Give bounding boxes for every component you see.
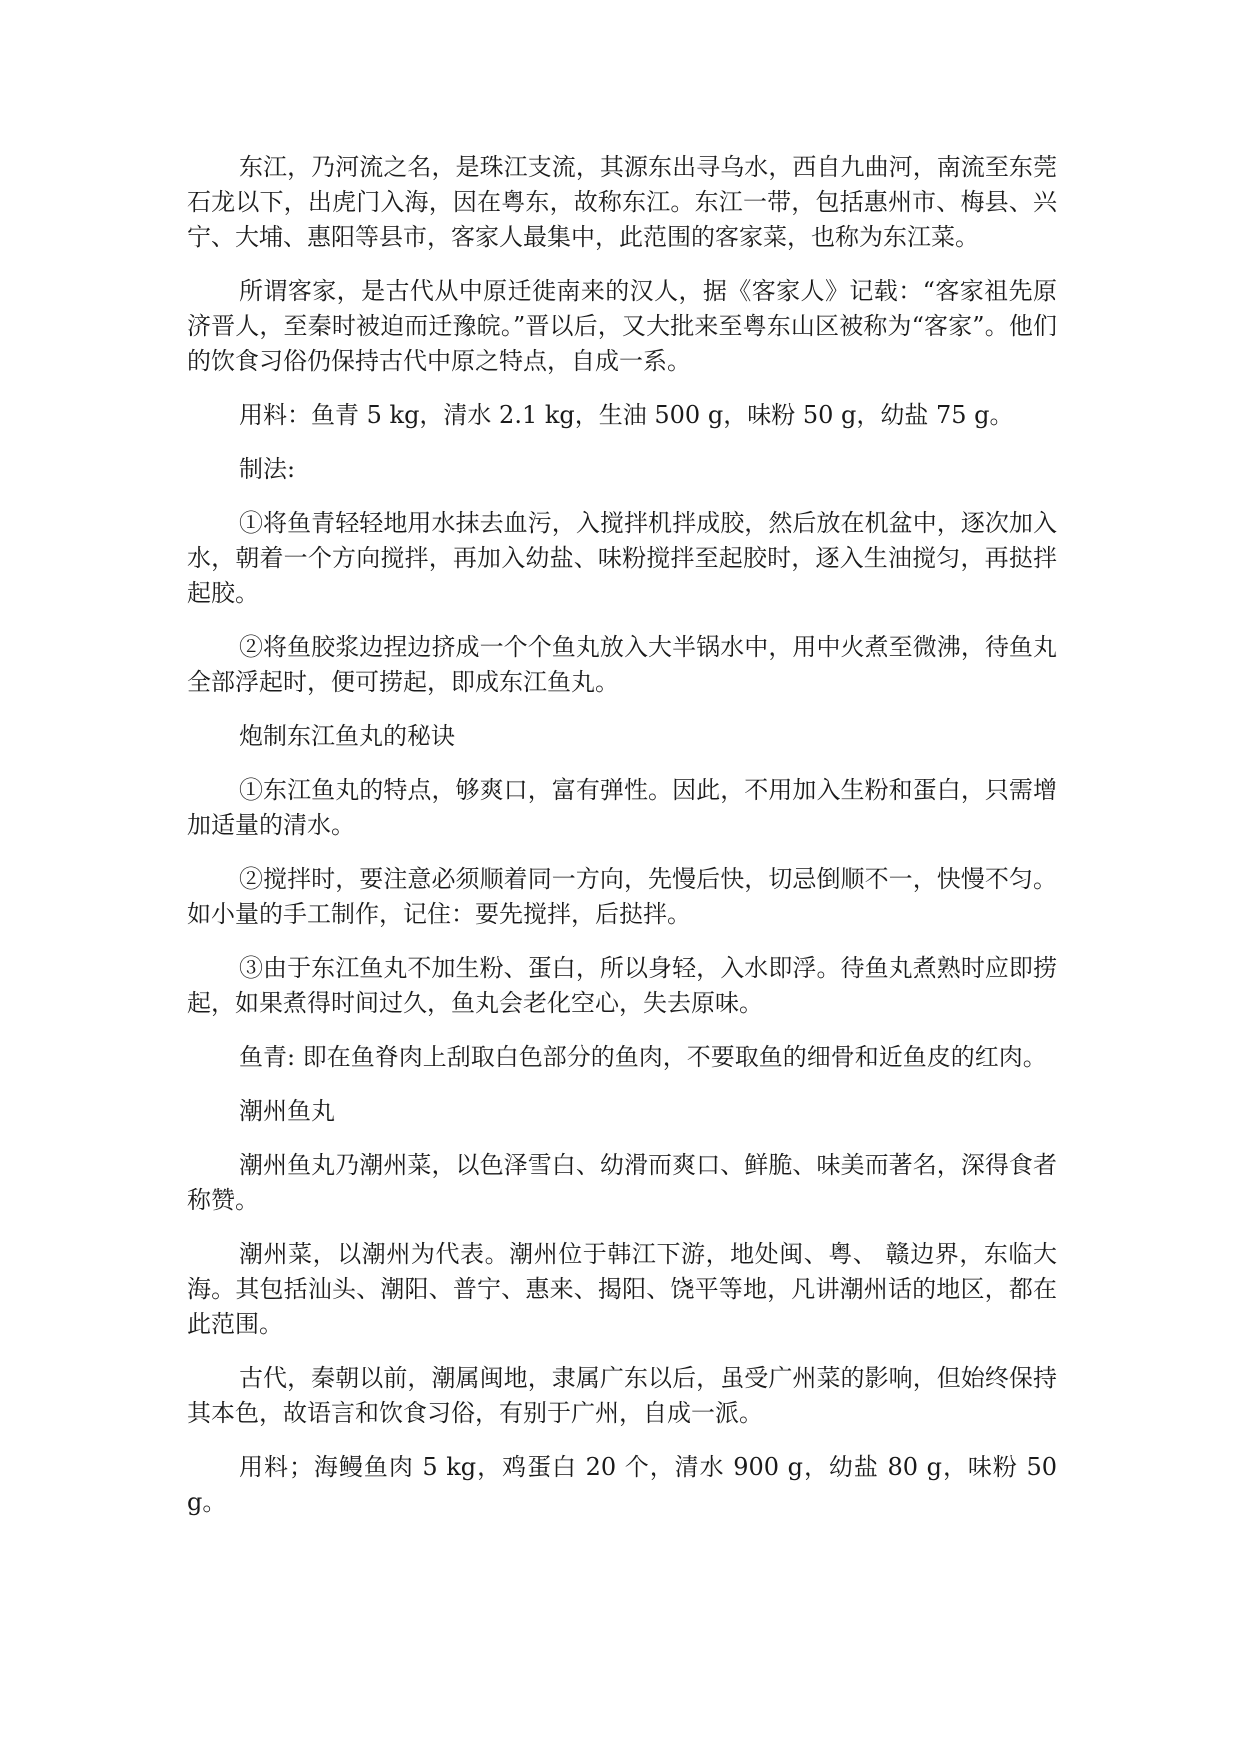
heading-secrets: 炮制东江鱼丸的秘诀 bbox=[239, 722, 455, 750]
paragraph-fish-paste-note: 鱼青: 即在鱼脊肉上刮取白色部分的鱼肉，不要取鱼的细骨和近鱼皮的红肉。 bbox=[239, 1043, 1047, 1071]
paragraph-chaozhou-intro: 潮州鱼丸乃潮州菜，以色泽雪白、幼滑而爽口、鲜脆、味美而著名，深得食者称赞。 bbox=[187, 1151, 1057, 1214]
paragraph-ingredients-dongjiang: 用料：鱼青 5 kg，清水 2.1 kg，生油 500 g，味粉 50 g，幼盐 75 g。 bbox=[239, 401, 1014, 429]
heading-method: 制法: bbox=[239, 455, 296, 483]
paragraph-hakka-origin: 所谓客家，是古代从中原迁徙南来的汉人，据《客家人》记载：“客家祖先原济晋人，至秦时被迫而迁豫皖。”晋以后，又大批来至粤东山区被称为“客家”。他们的饮食习俗仍保持古代中原之特点，自成一系。 bbox=[187, 277, 1057, 375]
paragraph-chaozhou-history: 古代，秦朝以前，潮属闽地，隶属广东以后，虽受广州菜的影响，但始终保持其本色，故语言和饮食习俗，有别于广州，自成一派。 bbox=[187, 1364, 1057, 1427]
paragraph-secret-3: ③由于东江鱼丸不加生粉、蛋白，所以身轻，入水即浮。待鱼丸煮熟时应即捞起，如果煮得时间过久，鱼丸会老化空心，失去原味。 bbox=[187, 954, 1057, 1017]
document-page bbox=[187, 150, 1057, 1539]
paragraph-secret-2: ②搅拌时，要注意必须顺着同一方向，先慢后快，切忌倒顺不一，快慢不匀。如小量的手工制作，记住：要先搅拌，后挞拌。 bbox=[187, 865, 1057, 928]
paragraph-method-step-2: ②将鱼胶浆边捏边挤成一个个鱼丸放入大半锅水中，用中火煮至微沸，待鱼丸全部浮起时，便可捞起，即成东江鱼丸。 bbox=[187, 633, 1057, 696]
paragraph-ingredients-chaozhou: 用料；海鳗鱼肉 5 kg，鸡蛋白 20 个，清水 900 g，幼盐 80 g，味粉 50 g。 bbox=[187, 1453, 1057, 1516]
paragraph-dongjiang-intro: 东江，乃河流之名，是珠江支流，其源东出寻乌水，西自九曲河，南流至东莞石龙以下，出虎门入海，因在粤东，故称东江。东江一带，包括惠州市、梅县、兴宁、大埔、惠阳等县市，客家人最集中，此范围的客家菜，也称为东江菜。 bbox=[187, 153, 1057, 251]
heading-chaozhou-fishball: 潮州鱼丸 bbox=[239, 1097, 335, 1125]
paragraph-method-step-1: ①将鱼青轻轻地用水抹去血污，入搅拌机拌成胶，然后放在机盆中，逐次加入水，朝着一个方向搅拌，再加入幼盐、味粉搅拌至起胶时，逐入生油搅匀，再挞拌起胶。 bbox=[187, 509, 1057, 607]
paragraph-chaozhou-region: 潮州菜，以潮州为代表。潮州位于韩江下游，地处闽、粤、 赣边界，东临大海。其包括汕头、潮阳、普宁、惠来、揭阳、饶平等地，凡讲潮州话的地区，都在此范围。 bbox=[187, 1240, 1057, 1338]
paragraph-secret-1: ①东江鱼丸的特点，够爽口，富有弹性。因此，不用加入生粉和蛋白，只需增加适量的清水。 bbox=[187, 776, 1057, 839]
